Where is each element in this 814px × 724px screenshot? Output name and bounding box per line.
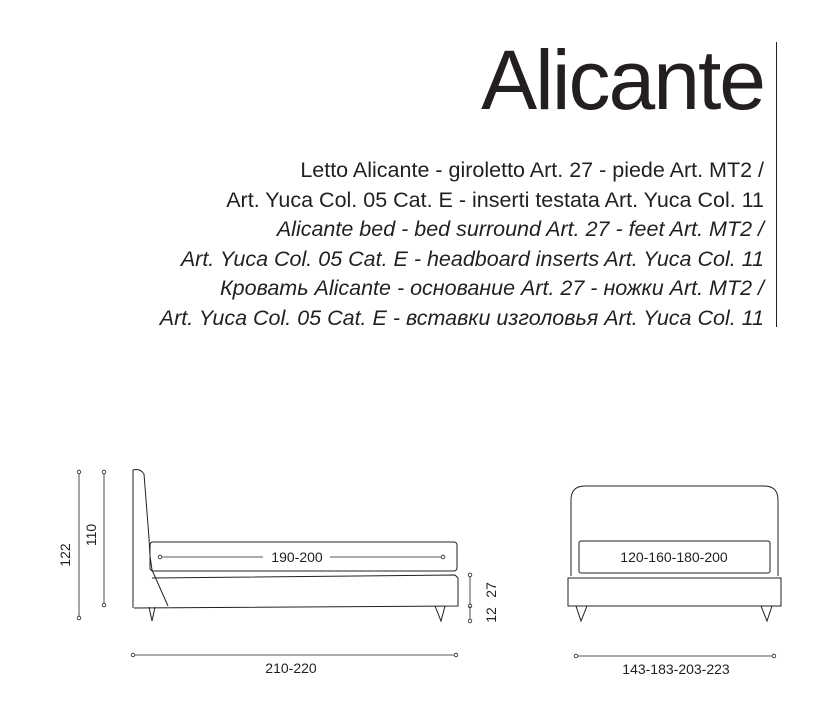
description-russian-line-2: Art. Yuca Col. 05 Cat. E - вставки изголовья Art. Yuca Col. 11 — [159, 305, 764, 330]
product-title: Alicante — [481, 33, 764, 127]
side-view-drawing — [133, 470, 458, 622]
side-surround-height-label: 27 — [483, 582, 499, 598]
side-rear-foot — [149, 607, 155, 621]
front-mattress-width-label: 120-160-180-200 — [620, 549, 728, 565]
front-dimension-lines — [574, 654, 776, 658]
front-right-foot — [761, 606, 772, 621]
side-mattress-length-label: 190-200 — [271, 549, 323, 565]
side-headboard-outline — [133, 470, 168, 609]
description-italian-line-1: Letto Alicante - giroletto Art. 27 - piede Art. MT2 / — [300, 158, 764, 182]
side-front-foot — [435, 606, 445, 621]
description-english-line-1: Alicante bed - bed surround Art. 27 - feet Art. MT2 / — [276, 217, 764, 241]
front-surround-outline — [568, 578, 781, 606]
front-left-foot — [576, 606, 587, 621]
side-total-height-label: 122 — [57, 543, 73, 567]
side-total-length-label: 210-220 — [265, 660, 317, 676]
side-surround-outline — [134, 575, 458, 608]
side-feet-height-label: 12 — [483, 607, 499, 623]
description-italian-line-2: Art. Yuca Col. 05 Cat. E - inserti testata Art. Yuca Col. 11 — [226, 187, 764, 212]
side-headboard-height-label: 110 — [83, 523, 99, 547]
description-russian-line-1: Кровать Alicante - основание Art. 27 - ножки Art. MT2 / — [220, 276, 764, 300]
front-total-width-label: 143-183-203-223 — [622, 661, 730, 677]
description-english-line-2: Art. Yuca Col. 05 Cat. E - headboard inserts Art. Yuca Col. 11 — [180, 246, 764, 271]
